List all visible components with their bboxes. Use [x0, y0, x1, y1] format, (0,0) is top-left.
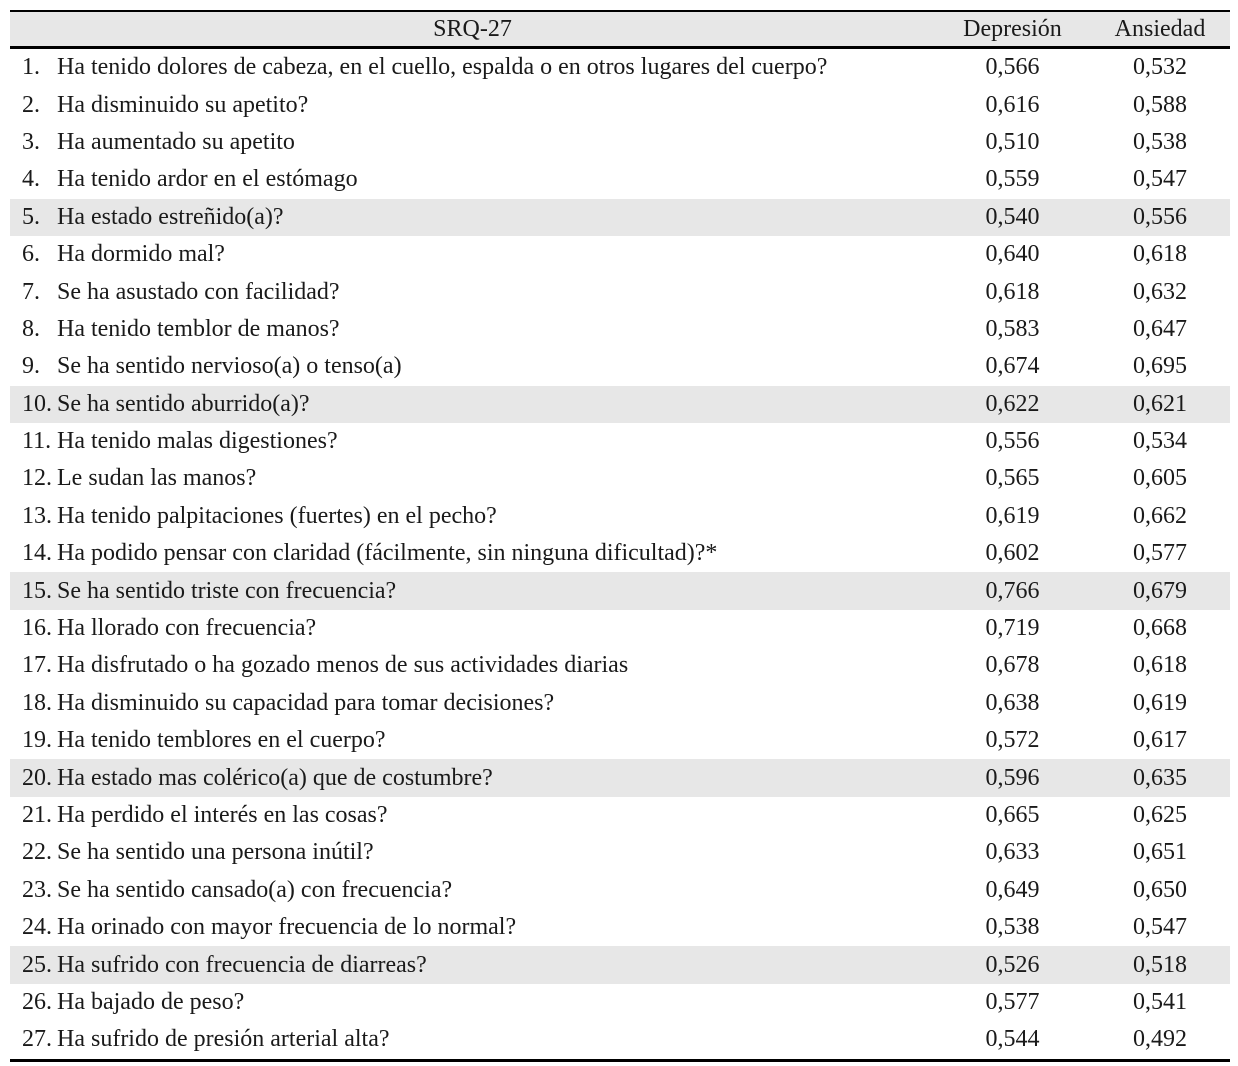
row-number: 21.	[22, 802, 52, 828]
ansiedad-value: 0,619	[1133, 689, 1187, 716]
table-row	[10, 48, 1230, 87]
row-number: 25.	[22, 951, 52, 978]
table-row	[10, 498, 1230, 535]
question-cell	[10, 161, 935, 198]
ansiedad-value: 0,618	[1133, 652, 1187, 679]
question-text: Ha perdido el interés en las cosas?	[57, 802, 388, 828]
depresion-value: 0,556	[985, 428, 1040, 455]
ansiedad-value: 0,534	[1133, 428, 1187, 455]
question-text: Ha tenido temblores en el cuerpo?	[57, 727, 386, 754]
question-text: Ha podido pensar con claridad (fácilmente, sin ninguna dificultad)?*	[57, 540, 718, 567]
ansiedad-value: 0,621	[1090, 386, 1230, 423]
table-title: SRQ-27	[10, 11, 935, 48]
question-text: Ha orinado con mayor frecuencia de lo normal?	[57, 914, 517, 941]
ansiedad-value: 0,547	[1133, 166, 1187, 193]
question-cell	[10, 946, 935, 983]
question-cell	[10, 610, 935, 647]
question-cell	[10, 834, 935, 871]
question-cell	[10, 423, 935, 460]
srq27-factor-loadings-table	[10, 10, 1230, 1062]
ansiedad-value: 0,651	[1133, 839, 1187, 866]
depresion-value: 0,572	[985, 727, 1040, 754]
depresion-value: 0,596	[935, 759, 1090, 796]
ansiedad-value: 0,679	[1090, 572, 1230, 609]
row-number: 20.	[22, 764, 52, 791]
row-number: 12.	[22, 465, 52, 492]
question-cell	[10, 647, 935, 684]
depresion-value: 0,633	[985, 839, 1040, 866]
depresion-value: 0,678	[985, 652, 1040, 679]
question-text: Se ha sentido triste con frecuencia?	[57, 577, 397, 604]
row-number: 5.	[22, 203, 40, 230]
ansiedad-value: 0,605	[1133, 465, 1187, 492]
question-cell	[10, 386, 935, 423]
question-cell	[10, 535, 935, 572]
question-text: Ha llorado con frecuencia?	[57, 615, 317, 642]
question-text: Se ha sentido nervioso(a) o tenso(a)	[57, 353, 402, 380]
depresion-value: 0,510	[985, 128, 1040, 155]
table-row	[10, 834, 1230, 871]
table-row	[10, 273, 1230, 310]
row-number: 23.	[22, 876, 52, 903]
row-number: 27.	[22, 1026, 52, 1053]
depresion-value: 0,674	[985, 353, 1040, 380]
table-row	[10, 311, 1230, 348]
row-number: 19.	[22, 727, 52, 754]
question-cell	[10, 236, 935, 273]
question-cell	[10, 1021, 935, 1060]
table-row	[10, 984, 1230, 1021]
question-text: Ha disminuido su apetito?	[57, 91, 309, 118]
question-cell	[10, 722, 935, 759]
question-text: Ha sufrido con frecuencia de diarreas?	[57, 951, 427, 978]
ansiedad-value: 0,492	[1133, 1026, 1187, 1053]
question-cell	[10, 86, 935, 123]
question-cell	[10, 348, 935, 385]
ansiedad-value: 0,695	[1133, 353, 1187, 380]
depresion-value: 0,622	[935, 386, 1090, 423]
ansiedad-value: 0,668	[1133, 615, 1187, 642]
question-text: Se ha asustado con facilidad?	[57, 278, 340, 305]
depresion-value: 0,638	[985, 689, 1040, 716]
question-text: Ha tenido ardor en el estómago	[57, 166, 358, 193]
ansiedad-value: 0,617	[1133, 727, 1187, 754]
depresion-value: 0,544	[985, 1026, 1040, 1053]
depresion-value: 0,619	[985, 502, 1040, 529]
row-number: 6.	[22, 241, 40, 268]
row-number: 8.	[22, 315, 40, 342]
depresion-value: 0,540	[935, 199, 1090, 236]
ansiedad-value: 0,518	[1090, 946, 1230, 983]
depresion-value: 0,640	[985, 241, 1040, 268]
row-number: 13.	[22, 502, 52, 529]
table-row	[10, 124, 1230, 161]
depresion-value: 0,766	[935, 572, 1090, 609]
ansiedad-value: 0,556	[1090, 199, 1230, 236]
depresion-value: 0,577	[985, 988, 1040, 1015]
ansiedad-value: 0,647	[1133, 315, 1187, 342]
row-number: 16.	[22, 615, 52, 642]
row-number: 22.	[22, 839, 52, 866]
depresion-value: 0,649	[985, 876, 1040, 903]
row-number: 26.	[22, 988, 52, 1015]
row-number: 18.	[22, 689, 52, 716]
table-row	[10, 423, 1230, 460]
ansiedad-value: 0,625	[1133, 802, 1187, 828]
depresion-value: 0,538	[985, 914, 1040, 941]
question-text: Ha sufrido de presión arterial alta?	[57, 1026, 390, 1053]
table-row	[10, 386, 1230, 423]
table-row	[10, 610, 1230, 647]
ansiedad-value: 0,538	[1133, 128, 1187, 155]
question-text: Ha tenido dolores de cabeza, en el cuello, espalda o en otros lugares del cuerpo?	[57, 54, 828, 81]
table-row	[10, 161, 1230, 198]
ansiedad-value: 0,547	[1133, 914, 1187, 941]
row-number: 4.	[22, 166, 40, 193]
question-cell	[10, 909, 935, 946]
table-row	[10, 647, 1230, 684]
header-row	[10, 11, 1230, 48]
question-cell	[10, 797, 935, 834]
table-row	[10, 348, 1230, 385]
row-number: 7.	[22, 278, 40, 305]
question-cell	[10, 872, 935, 909]
row-number: 11.	[22, 428, 52, 455]
table-row	[10, 572, 1230, 609]
row-number: 9.	[22, 353, 40, 380]
table-row	[10, 872, 1230, 909]
question-text: Ha tenido malas digestiones?	[57, 428, 338, 455]
depresion-value: 0,565	[985, 465, 1040, 492]
table-row	[10, 759, 1230, 796]
question-cell	[10, 759, 935, 796]
table-row	[10, 722, 1230, 759]
ansiedad-value: 0,577	[1133, 540, 1187, 567]
ansiedad-value: 0,541	[1133, 988, 1187, 1015]
table-row	[10, 460, 1230, 497]
row-number: 14.	[22, 540, 52, 567]
question-cell	[10, 311, 935, 348]
question-cell	[10, 460, 935, 497]
question-text: Ha aumentado su apetito	[57, 128, 295, 155]
depresion-value: 0,719	[985, 615, 1040, 642]
question-cell	[10, 199, 935, 236]
ansiedad-value: 0,618	[1133, 241, 1187, 268]
depresion-value: 0,665	[985, 802, 1040, 828]
depresion-value: 0,526	[935, 946, 1090, 983]
depresion-value: 0,618	[985, 278, 1040, 305]
table-row	[10, 1021, 1230, 1060]
table-header	[10, 11, 1230, 48]
depresion-value: 0,583	[985, 315, 1040, 342]
row-number: 15.	[22, 577, 52, 604]
question-text: Le sudan las manos?	[57, 465, 257, 492]
depresion-value: 0,616	[985, 91, 1040, 118]
ansiedad-value: 0,632	[1133, 278, 1187, 305]
table-row	[10, 909, 1230, 946]
row-number: 24.	[22, 914, 52, 941]
question-cell	[10, 48, 935, 87]
row-number: 10.	[22, 390, 52, 417]
depresion-value: 0,566	[985, 54, 1040, 81]
ansiedad-value: 0,650	[1133, 876, 1187, 903]
srq27-table-container	[10, 10, 1230, 1062]
question-cell	[10, 572, 935, 609]
row-number: 3.	[22, 128, 40, 155]
table-body	[10, 48, 1230, 1061]
ansiedad-value: 0,588	[1133, 91, 1187, 118]
question-text: Se ha sentido una persona inútil?	[57, 839, 374, 866]
question-cell	[10, 984, 935, 1021]
question-text: Ha disfrutado o ha gozado menos de sus actividades diarias	[57, 652, 629, 679]
depresion-value: 0,559	[985, 166, 1040, 193]
question-text: Ha dormido mal?	[57, 241, 225, 268]
table-row	[10, 86, 1230, 123]
question-cell	[10, 124, 935, 161]
question-cell	[10, 498, 935, 535]
question-text: Se ha sentido cansado(a) con frecuencia?	[57, 876, 453, 903]
question-text: Ha estado estreñido(a)?	[57, 203, 284, 230]
ansiedad-value: 0,532	[1133, 54, 1187, 81]
ansiedad-value: 0,635	[1090, 759, 1230, 796]
question-text: Ha bajado de peso?	[57, 988, 245, 1015]
column-header-depresion: Depresión	[935, 11, 1090, 48]
ansiedad-value: 0,662	[1133, 502, 1187, 529]
table-row	[10, 199, 1230, 236]
depresion-value: 0,602	[985, 540, 1040, 567]
table-row	[10, 685, 1230, 722]
question-text: Ha estado mas colérico(a) que de costumbre?	[57, 764, 493, 791]
question-text: Ha tenido palpitaciones (fuertes) en el pecho?	[57, 502, 497, 529]
question-text: Ha tenido temblor de manos?	[57, 315, 340, 342]
question-text: Ha disminuido su capacidad para tomar decisiones?	[57, 689, 555, 716]
row-number: 1.	[22, 54, 40, 81]
question-cell	[10, 685, 935, 722]
table-row	[10, 535, 1230, 572]
table-row	[10, 797, 1230, 834]
row-number: 2.	[22, 91, 40, 118]
table-row	[10, 236, 1230, 273]
row-number: 17.	[22, 652, 52, 679]
column-header-ansiedad: Ansiedad	[1090, 11, 1230, 48]
question-text: Se ha sentido aburrido(a)?	[57, 390, 310, 417]
question-cell	[10, 273, 935, 310]
table-row	[10, 946, 1230, 983]
